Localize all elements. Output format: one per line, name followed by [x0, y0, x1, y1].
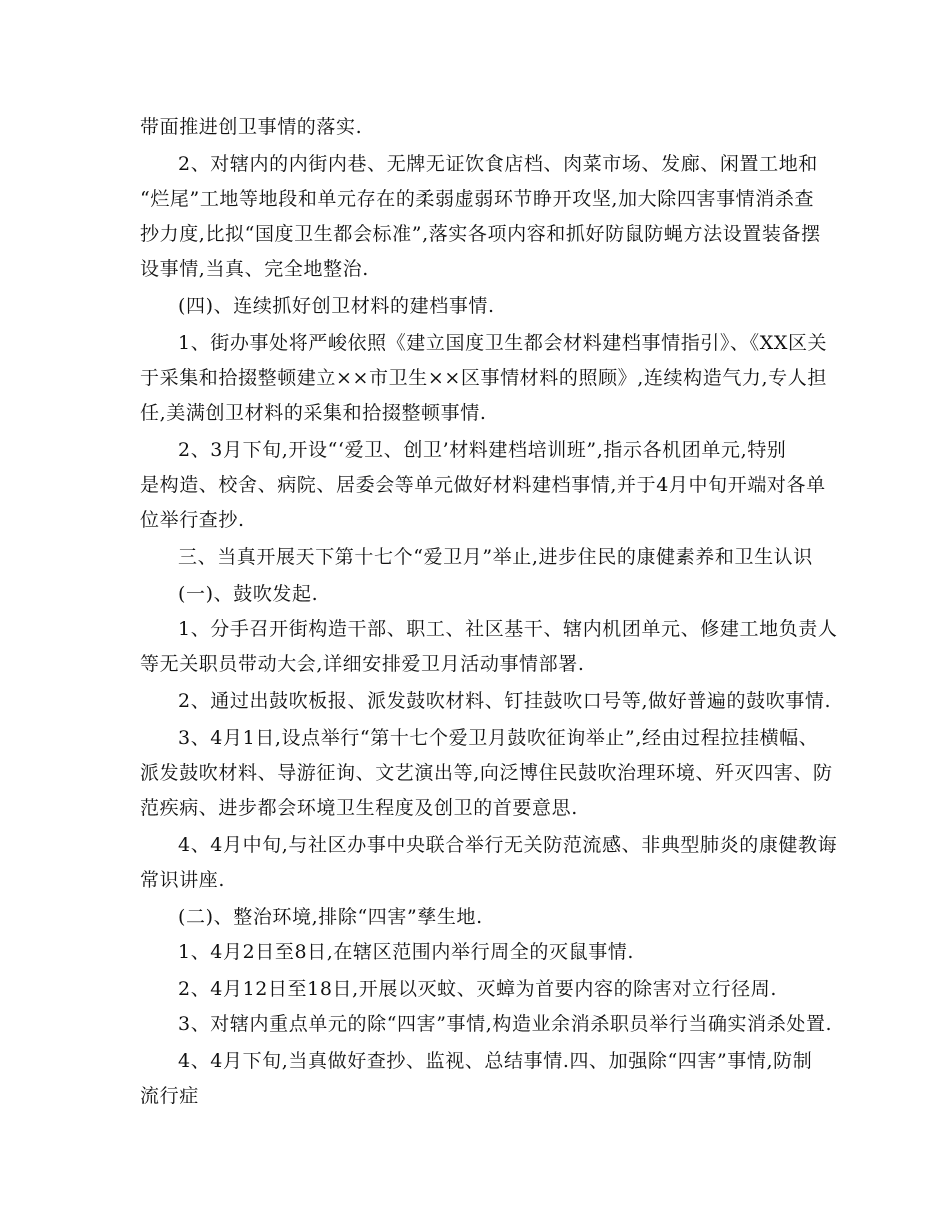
section-heading: (一)、鼓吹发起. [178, 583, 319, 605]
text-line: 常识讲座. [140, 869, 226, 891]
text-line: 抄力度,比拟“国度卫生都会标准”,落实各项内容和抓好防鼠防蝇方法设置装备摆 [140, 223, 821, 245]
text-line: 3、对辖内重点单元的除“四害”事情,构造业余消杀职员举行当确实消杀处置. [178, 1013, 833, 1035]
text-line: 4、4月下旬,当真做好查抄、监视、总结事情.四、加强除“四害”事情,防制 [178, 1050, 813, 1072]
text-line: 等无关职员带动大会,详细安排爱卫月活动事情部署. [140, 653, 585, 675]
section-heading: 三、当真开展天下第十七个“爱卫月”举止,进步住民的康健素养和卫生认识 [178, 546, 813, 568]
text-line: 范疾病、进步都会环境卫生程度及创卫的首要意思. [140, 797, 578, 819]
text-line: 3、4月1日,设点举行“第十七个爱卫月鼓吹征询举止”,经由过程拉挂横幅、 [178, 727, 819, 749]
text-line: 1、分手召开街构造干部、职工、社区基干、辖内机团单元、修建工地负责人 [178, 618, 838, 640]
text-line: 流行症 [140, 1085, 199, 1107]
text-line: 带面推进创卫事情的落实. [140, 116, 363, 138]
text-line: 于采集和拾掇整顿建立××市卫生××区事情材料的照顾》,连续构造气力,专人担 [140, 367, 827, 389]
text-line: 位举行查抄. [140, 509, 245, 531]
text-line: 1、街办事处将严峻依照《建立国度卫生都会材料建档事情指引》、《XX区关 [178, 332, 828, 354]
text-line: 任,美满创卫材料的采集和拾掇整顿事情. [140, 402, 487, 424]
text-line: “烂尾”工地等地段和单元存在的柔弱虚弱环节睁开攻坚,加大除四害事情消杀查 [140, 188, 815, 210]
text-line: 2、对辖内的内街内巷、无牌无证饮食店档、肉菜市场、发廊、闲置工地和 [178, 153, 818, 175]
text-line: 1、4月2日至8日,在辖区范围内举行周全的灭鼠事情. [178, 941, 635, 963]
section-heading: (二)、整治环境,排除“四害”孳生地. [178, 906, 483, 928]
text-line: 设事情,当真、完全地整治. [140, 258, 369, 280]
section-heading: (四)、连续抓好创卫材料的建档事情. [178, 295, 495, 317]
text-line: 2、通过出鼓吹板报、派发鼓吹材料、钉挂鼓吹口号等,做好普遍的鼓吹事情. [178, 690, 832, 712]
text-line: 2、3月下旬,开设“‘爱卫、创卫’材料建档培训班”,指示各机团单元,特别 [178, 439, 787, 461]
text-line: 是构造、校舍、病院、居委会等单元做好材料建档事情,并于4月中旬开端对各单 [140, 474, 826, 496]
text-line: 派发鼓吹材料、导游征询、文艺演出等,向泛博住民鼓吹治理环境、歼灭四害、防 [140, 762, 833, 784]
text-line: 4、4月中旬,与社区办事中央联合举行无关防范流感、非典型肺炎的康健教诲 [178, 834, 838, 856]
text-line: 2、4月12日至18日,开展以灭蚊、灭蟑为首要内容的除害对立行径周. [178, 978, 778, 1000]
